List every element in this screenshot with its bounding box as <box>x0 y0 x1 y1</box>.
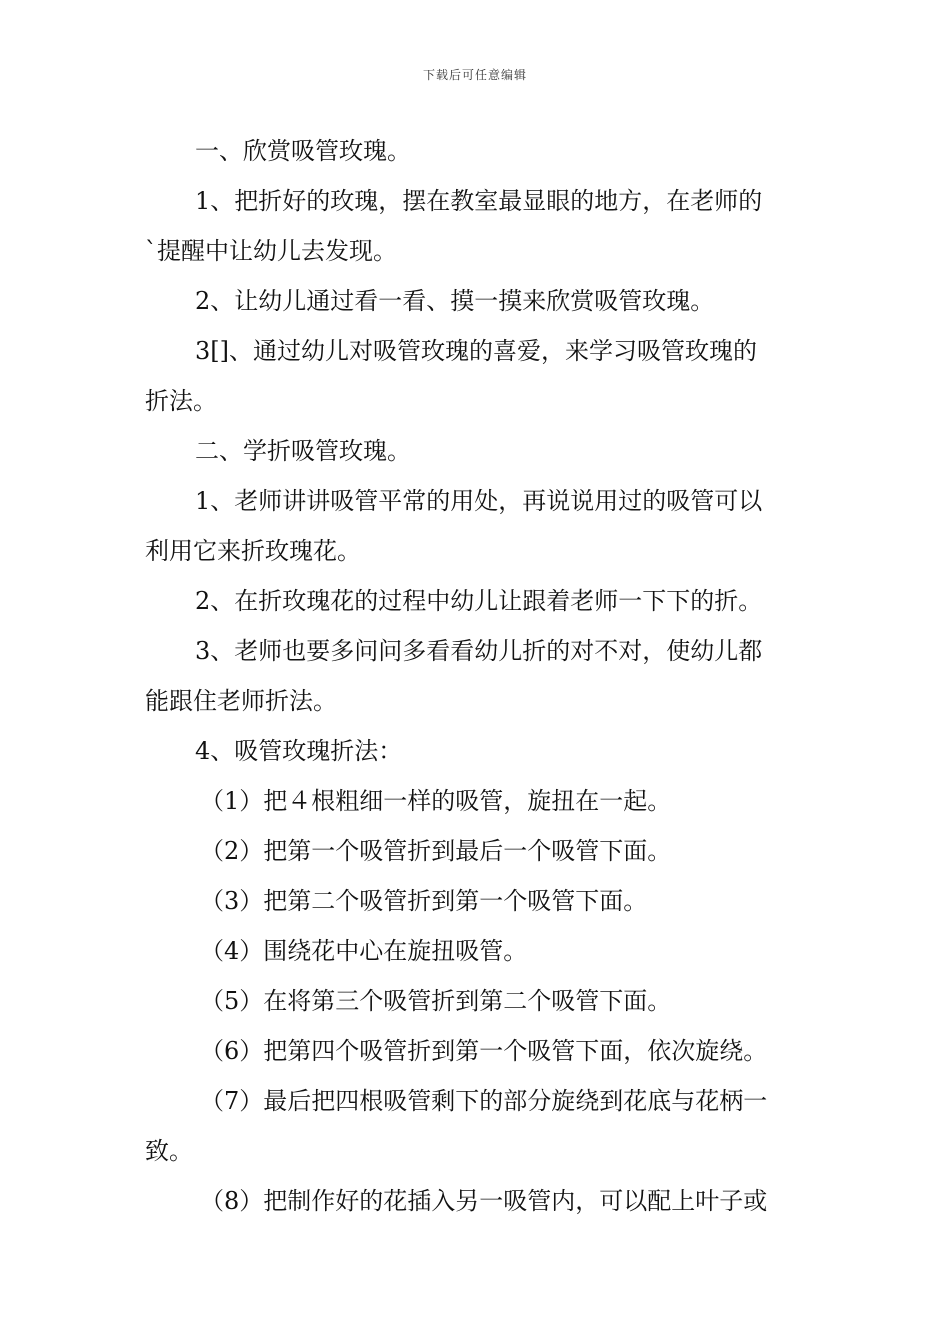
text-line: 一、欣赏吸管玫瑰。 <box>195 137 411 165</box>
text-line: `提醒中让幼儿去发现。 <box>145 237 397 265</box>
text-line: 1、把折好的玫瑰，摆在教室最显眼的地方，在老师的 <box>195 187 763 215</box>
text-line: 4、吸管玫瑰折法： <box>195 737 403 765</box>
text-line: （7）最后把四根吸管剩下的部分旋绕到花底与花柄一 <box>200 1087 768 1115</box>
text-line: 利用它来折玫瑰花。 <box>145 537 361 565</box>
text-line: 1、老师讲讲吸管平常的用处，再说说用过的吸管可以 <box>195 487 763 515</box>
text-line: （8）把制作好的花插入另一吸管内，可以配上叶子或 <box>200 1187 768 1215</box>
text-line: 折法。 <box>145 387 217 415</box>
page-header-note: 下载后可任意编辑 <box>422 68 527 82</box>
text-line: 2、让幼儿通过看一看、摸一摸来欣赏吸管玫瑰。 <box>195 287 715 315</box>
text-line: 3[]、通过幼儿对吸管玫瑰的喜爱，来学习吸管玫瑰的 <box>195 337 757 365</box>
document-body <box>145 126 807 1226</box>
text-line: 致。 <box>145 1137 193 1165</box>
text-line: 能跟住老师折法。 <box>145 687 337 715</box>
text-line: （3）把第二个吸管折到第一个吸管下面。 <box>200 887 648 915</box>
text-line: （2）把第一个吸管折到最后一个吸管下面。 <box>200 837 672 865</box>
text-line: （6）把第四个吸管折到第一个吸管下面，依次旋绕。 <box>200 1037 768 1065</box>
text-line: 2、在折玫瑰花的过程中幼儿让跟着老师一下下的折。 <box>195 587 763 615</box>
text-line: （1）把４根粗细一样的吸管，旋扭在一起。 <box>200 787 672 815</box>
text-line: （4）围绕花中心在旋扭吸管。 <box>200 937 528 965</box>
text-line: 二、学折吸管玫瑰。 <box>195 437 411 465</box>
text-line: （5）在将第三个吸管折到第二个吸管下面。 <box>200 987 672 1015</box>
text-line: 3、老师也要多问问多看看幼儿折的对不对，使幼儿都 <box>195 637 763 665</box>
